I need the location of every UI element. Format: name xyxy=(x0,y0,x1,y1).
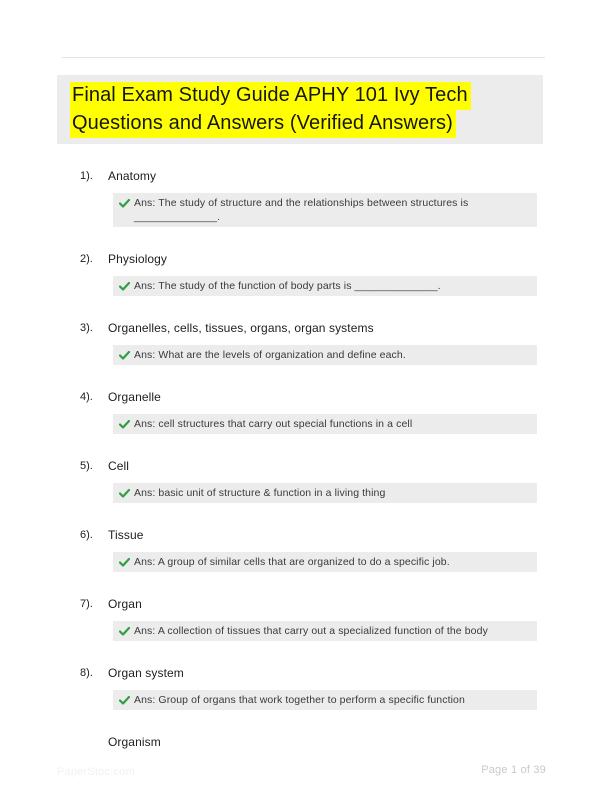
item-head xyxy=(80,459,540,473)
page-indicator: Page 1 of 39 xyxy=(481,764,546,776)
item-term: Physiology xyxy=(108,252,168,266)
check-icon xyxy=(119,624,130,638)
item-head xyxy=(80,666,540,680)
item-head xyxy=(80,735,540,749)
answer-text: Ans: Group of organs that work together to perform a specific function xyxy=(134,694,465,706)
item-number: 4). xyxy=(80,391,93,403)
answer-box xyxy=(113,414,537,434)
item-number: 7). xyxy=(80,598,93,610)
item-term: Organism xyxy=(108,735,161,749)
answer-text: Ans: What are the levels of organization and define each. xyxy=(134,349,406,361)
item-head xyxy=(80,252,540,266)
answer-text: Ans: The study of structure and the relationships between structures is ______________. xyxy=(134,197,469,223)
answer-box xyxy=(113,345,537,365)
item-head xyxy=(80,528,540,542)
list-item xyxy=(80,321,540,365)
item-term: Organ xyxy=(108,597,142,611)
answer-box xyxy=(113,193,537,227)
list-item xyxy=(80,735,540,749)
list-item xyxy=(80,252,540,296)
check-icon xyxy=(119,417,130,431)
title-highlight: Questions and Answers (Verified Answers) xyxy=(70,110,456,138)
answer-box xyxy=(113,552,537,572)
item-term: Anatomy xyxy=(108,169,157,183)
check-icon xyxy=(119,486,130,500)
item-number: 8). xyxy=(80,667,93,679)
check-icon xyxy=(119,693,130,707)
item-head xyxy=(80,321,540,335)
answer-box xyxy=(113,621,537,641)
check-icon xyxy=(119,555,130,569)
item-head xyxy=(80,169,540,183)
item-head xyxy=(80,390,540,404)
item-number: 2). xyxy=(80,253,93,265)
page-title xyxy=(70,82,533,138)
check-icon xyxy=(119,348,130,362)
item-term: Organelles, cells, tissues, organs, organ systems xyxy=(108,321,374,335)
qa-list xyxy=(80,169,540,774)
item-term: Organ system xyxy=(108,666,184,680)
item-head xyxy=(80,597,540,611)
answer-text: Ans: A group of similar cells that are organized to do a specific job. xyxy=(134,556,450,568)
watermark: PaperStoc.com xyxy=(57,766,135,778)
item-number: 1). xyxy=(80,170,93,182)
item-number: 6). xyxy=(80,529,93,541)
item-term: Organelle xyxy=(108,390,161,404)
list-item xyxy=(80,528,540,572)
answer-text: Ans: basic unit of structure & function in a living thing xyxy=(134,487,386,499)
title-block xyxy=(57,75,543,144)
list-item xyxy=(80,459,540,503)
answer-box xyxy=(113,690,537,710)
list-item xyxy=(80,169,540,227)
check-icon xyxy=(119,196,130,210)
list-item xyxy=(80,666,540,710)
list-item xyxy=(80,390,540,434)
answer-text: Ans: cell structures that carry out special functions in a cell xyxy=(134,418,413,430)
answer-box xyxy=(113,276,537,296)
header-divider xyxy=(62,57,545,58)
item-number: 5). xyxy=(80,460,93,472)
answer-box xyxy=(113,483,537,503)
item-term: Cell xyxy=(108,459,130,473)
item-term: Tissue xyxy=(108,528,144,542)
item-number: 3). xyxy=(80,322,93,334)
list-item xyxy=(80,597,540,641)
title-highlight: Final Exam Study Guide APHY 101 Ivy Tech xyxy=(70,82,471,110)
answer-text: Ans: The study of the function of body parts is ______________. xyxy=(134,280,441,292)
answer-text: Ans: A collection of tissues that carry out a specialized function of the body xyxy=(134,625,488,637)
check-icon xyxy=(119,279,130,293)
